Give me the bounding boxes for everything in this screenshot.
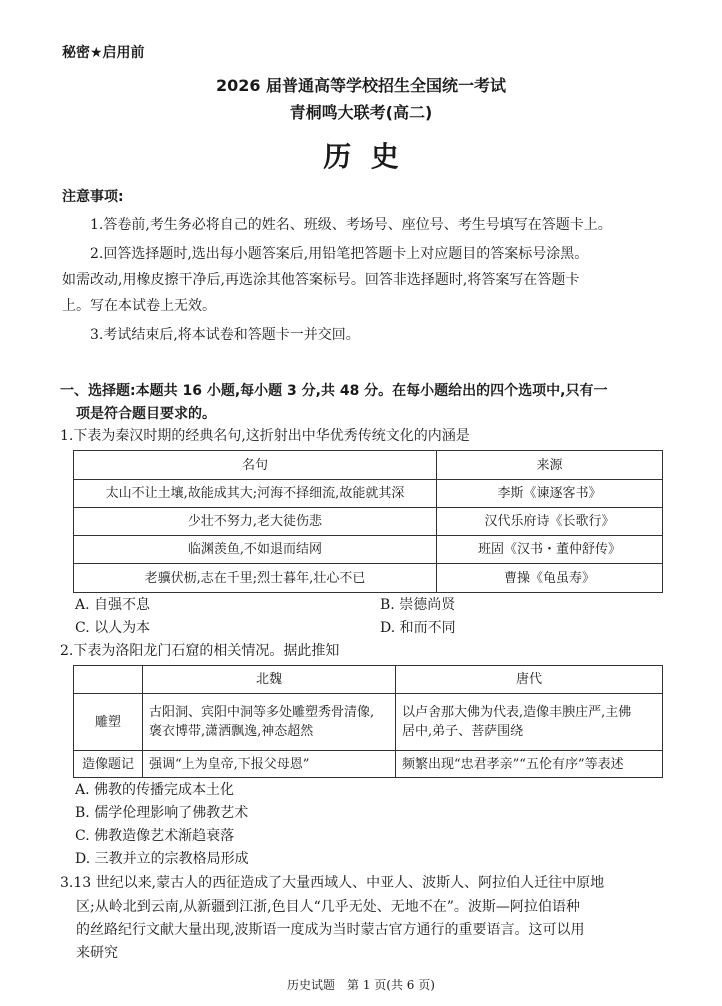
q1-stem: 1.下表为秦汉时期的经典名句,这折射出中华优秀传统文化的内涵是 bbox=[60, 428, 470, 444]
table-cell: 造像题记 bbox=[74, 751, 143, 778]
notice-item-cont: 如需改动,用橡皮擦干净后,再选涂其他答案标号。回答非选择题时,将答案写在答题卡 bbox=[62, 272, 580, 288]
table-cell: 太山不让土壤,故能成其大;河海不择细流,故能就其深 bbox=[74, 480, 437, 508]
q1-table bbox=[73, 450, 663, 593]
q1-option-a[interactable]: A. 自强不息 bbox=[75, 597, 151, 613]
q2-stem: 2.下表为洛阳龙门石窟的相关情况。据此推知 bbox=[60, 643, 340, 659]
table-cell: 老骥伏枥,志在千里;烈士暮年,壮心不已 bbox=[74, 564, 437, 593]
q2-option-a[interactable]: A. 佛教的传播完成本土化 bbox=[75, 782, 235, 798]
table-cell: 汉代乐府诗《长歌行》 bbox=[437, 508, 663, 536]
q3-stem: 3.13 世纪以来,蒙古人的西征造成了大量西域人、中亚人、波斯人、阿拉伯人迁往中原地 bbox=[60, 875, 605, 891]
q1-option-d[interactable]: D. 和而不同 bbox=[380, 620, 456, 636]
table-cell: 临渊羡鱼,不如退而结网 bbox=[74, 536, 437, 564]
table-cell: 强调“上为皇帝,下报父母恩” bbox=[143, 751, 396, 778]
table-header: 唐代 bbox=[396, 666, 663, 694]
cell-line: 古阳洞、宾阳中洞等多处雕塑秀骨清像, bbox=[149, 705, 375, 720]
notice-item-cont: 上。写在本试卷上无效。 bbox=[62, 298, 216, 314]
exam-subtitle: 青桐鸣大联考(高二) bbox=[289, 103, 433, 122]
subject-title: 历 史 bbox=[323, 140, 399, 173]
q1-option-c[interactable]: C. 以人为本 bbox=[75, 620, 151, 636]
table-cell bbox=[143, 694, 396, 751]
table-header: 名句 bbox=[74, 451, 437, 480]
table-header: 北魏 bbox=[143, 666, 396, 694]
table-cell: 雕塑 bbox=[74, 694, 143, 751]
exam-title: 2026 届普通高等学校招生全国统一考试 bbox=[215, 76, 507, 95]
table-cell bbox=[396, 694, 663, 751]
notice-item: 1.答卷前,考生务必将自己的姓名、班级、考场号、座位号、考生号填写在答题卡上。 bbox=[90, 217, 612, 233]
table-cell: 少壮不努力,老大徒伤悲 bbox=[74, 508, 437, 536]
section-heading: 一、选择题:本题共 16 小题,每小题 3 分,共 48 分。在每小题给出的四个选项中,只有一 bbox=[60, 383, 608, 399]
notice-item: 2.回答选择题时,选出每小题答案后,用铅笔把答题卡上对应题目的答案标号涂黑。 bbox=[90, 246, 589, 262]
table-header bbox=[74, 666, 143, 694]
q2-table bbox=[73, 665, 663, 778]
table-header: 来源 bbox=[437, 451, 663, 480]
cell-line: 褒衣博带,潇洒飘逸,神态超然 bbox=[149, 724, 314, 739]
q1-option-b[interactable]: B. 崇德尚贤 bbox=[380, 597, 456, 613]
q2-option-c[interactable]: C. 佛教造像艺术渐趋衰落 bbox=[75, 828, 235, 844]
cell-line: 以卢舍那大佛为代表,造像丰腴庄严,主佛 bbox=[402, 705, 632, 720]
q3-stem-cont: 来研究 bbox=[76, 945, 118, 961]
q3-stem-cont: 区;从岭北到云南,从新疆到江浙,色目人“几乎无处、无地不在”。波斯—阿拉伯语种 bbox=[76, 899, 580, 915]
section-heading-cont: 项是符合题目要求的。 bbox=[76, 406, 216, 422]
q3-stem-cont: 的丝路纪行文献大量出现,波斯语一度成为当时蒙古官方通行的重要语言。这可以用 bbox=[76, 922, 585, 938]
notice-item: 3.考试结束后,将本试卷和答题卡一并交回。 bbox=[90, 327, 360, 343]
q2-option-d[interactable]: D. 三教并立的宗教格局形成 bbox=[75, 851, 249, 867]
q2-option-b[interactable]: B. 儒学伦理影响了佛教艺术 bbox=[75, 805, 249, 821]
cell-line: 居中,弟子、菩萨围绕 bbox=[402, 724, 524, 739]
secret-label: 秘密★启用前 bbox=[62, 45, 145, 61]
notice-heading: 注意事项: bbox=[62, 189, 124, 205]
table-cell: 频繁出现“忠君孝亲”“五伦有序”等表述 bbox=[396, 751, 663, 778]
table-cell: 李斯《谏逐客书》 bbox=[437, 480, 663, 508]
table-cell: 班固《汉书・董仲舒传》 bbox=[437, 536, 663, 564]
table-cell: 曹操《龟虽寿》 bbox=[437, 564, 663, 593]
page-footer: 历史试题 第 1 页(共 6 页) bbox=[287, 978, 435, 992]
